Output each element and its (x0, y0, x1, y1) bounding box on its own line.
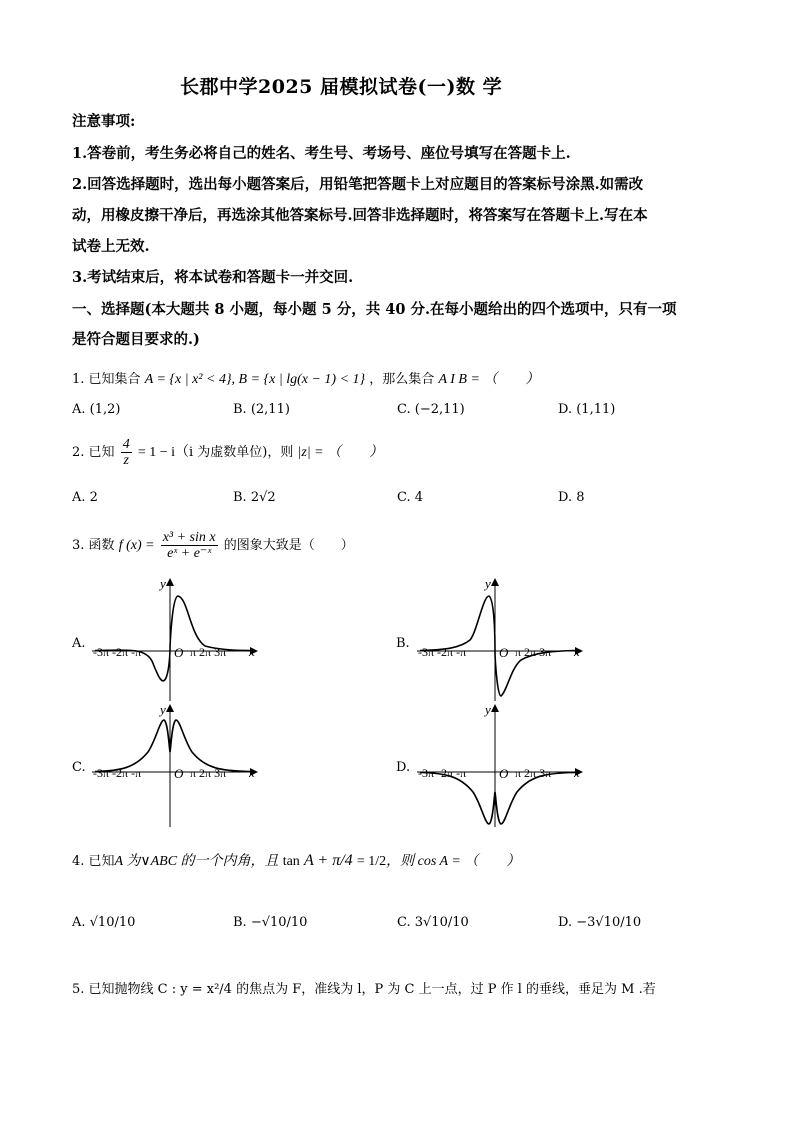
curve-a (95, 596, 250, 681)
q2-option-c: C. 4 (397, 490, 424, 505)
graph-b-ticks-neg: -3π -2π -π (418, 645, 467, 659)
notice-item-1: 1.答卷前，考生务必将自己的姓名、考生号、考场号、座位号填写在答题卡上. (72, 145, 571, 162)
q1-option-d: D. (1,11) (558, 402, 616, 417)
q2-fraction (121, 437, 132, 468)
notice-item-2: 2.回答选择题时，选出每小题答案后，用铅笔把答题卡上对应题目的答案标号涂黑.如需改 (72, 176, 644, 193)
graph-a-svg (90, 576, 260, 706)
graph-c-ticks-pos: π 2π 3π (190, 766, 227, 780)
graph-a-ticks-pos: π 2π 3π (190, 645, 227, 659)
section-heading: 一、选择题(本大题共 8 小题，每小题 5 分，共 40 分.在每小题给出的四个选项中，只有一项 (72, 301, 677, 318)
q1-suffix: ，那么集合 (369, 372, 435, 387)
notice-item-3: 3.考试结束后，将本试卷和答题卡一并交回. (72, 269, 354, 286)
question-2 (72, 437, 383, 468)
graph-a-origin: O (174, 645, 184, 660)
question-3 (72, 530, 354, 561)
q3-suffix: 的图象大致是（ ） (223, 538, 354, 553)
graph-d-ticks-pos: π 2π 3π (515, 766, 552, 780)
q3-frac-num: x³ + sin x (162, 530, 216, 545)
q3-option-d-label: D. (396, 760, 411, 775)
q3-frac-den: eˣ + e⁻ˣ (167, 546, 212, 561)
q1-option-c: C. (−2,11) (397, 402, 465, 417)
q1-prefix: 1. 已知集合 (72, 372, 141, 387)
q4-arg: A + π/4 (303, 852, 353, 869)
graph-b-origin: O (499, 645, 509, 660)
graph-a-ylabel: y (160, 576, 166, 591)
notice-item-2-cont: 动，用橡皮擦干净后，再选涂其他答案标号.回答非选择题时，将答案写在答题卡上.写在本 (72, 207, 648, 224)
question-1 (72, 368, 539, 388)
q2-option-d: D. 8 (558, 490, 585, 505)
y-axis-arrow (166, 578, 174, 586)
graph-c-ticks-neg: -3π -2π -π (93, 766, 142, 780)
graph-b-ylabel: y (485, 576, 491, 591)
q2-frac-den: z (123, 453, 129, 468)
q4-prefix: 4. 已知 (72, 854, 115, 869)
question-5: 5. 已知抛物线 C : y = x²/4 的焦点为 F，准线为 l，P 为 C 上一点，过 P 作 l 的垂线，垂足为 M .若 (72, 982, 656, 997)
q3-prefix: 3. 函数 (72, 538, 115, 553)
curve-c (95, 720, 250, 772)
exam-title: 长郡中学2025 届模拟试卷(一)数 学 (180, 76, 503, 98)
q1-math: A = {x | x² < 4}, B = {x | lg(x − 1) < 1} (144, 372, 366, 387)
q4-tan: tan (282, 854, 300, 869)
q4-option-c: C. 3√10/10 (397, 915, 469, 930)
q3-graph-c (90, 702, 260, 832)
graph-a-xlabel: x (249, 644, 255, 659)
graph-b-svg (415, 576, 585, 706)
q3-graph-a (90, 576, 260, 706)
graph-c-ylabel: y (160, 702, 166, 717)
q4-option-a: A. √10/10 (72, 915, 136, 930)
graph-d-origin: O (499, 766, 509, 781)
y-axis-arrow (166, 704, 174, 712)
y-axis-arrow (491, 578, 499, 586)
q3-option-c-label: C. (72, 760, 86, 775)
q3-fraction (161, 530, 218, 561)
notice-item-2-end: 试卷上无效. (72, 238, 150, 255)
q2-option-a: A. 2 (72, 490, 98, 505)
q2-mid: = 1 − i（ (137, 445, 190, 460)
q1-tail: A I B = （ ） (438, 372, 540, 387)
q4-option-b: B. −√10/10 (233, 915, 308, 930)
q4-tail: ，则 cos A = （ ） (386, 854, 521, 869)
graph-d-ylabel: y (485, 702, 491, 717)
graph-d-ticks-neg: -3π -2π -π (418, 766, 467, 780)
q3-fx: f (x) = (118, 538, 155, 553)
q4-option-d: D. −3√10/10 (558, 915, 642, 930)
graph-d-xlabel: x (574, 765, 580, 780)
graph-b-ticks-pos: π 2π 3π (515, 645, 552, 659)
q2-prefix: 2. 已知 (72, 445, 115, 460)
graph-c-xlabel: x (249, 765, 255, 780)
notice-heading: 注意事项: (72, 113, 136, 130)
q1-option-b: B. (2,11) (233, 402, 290, 417)
q3-option-b-label: B. (396, 636, 410, 651)
y-axis-arrow (491, 704, 499, 712)
q2-tail: |z| = （ ） (297, 445, 384, 460)
graph-b-xlabel: x (574, 644, 580, 659)
q3-graph-d (415, 702, 585, 832)
q1-option-a: A. (1,2) (72, 402, 121, 417)
q3-option-a-label: A. (72, 636, 86, 651)
graph-a-ticks-neg: -3π -2π -π (93, 645, 142, 659)
q2-frac-num: 4 (122, 437, 130, 452)
section-heading-cont: 是符合题目要求的.) (72, 331, 200, 348)
q3-graph-b (415, 576, 585, 706)
q2-option-b: B. 2√2 (233, 490, 276, 505)
q4-eq: = 1/2 (356, 854, 387, 869)
q2-note: i 为虚数单位)，则 (189, 445, 294, 460)
question-4 (72, 850, 520, 870)
q4-mid: A 为∨ABC 的一个内角，且 (114, 854, 279, 869)
graph-c-origin: O (174, 766, 184, 781)
